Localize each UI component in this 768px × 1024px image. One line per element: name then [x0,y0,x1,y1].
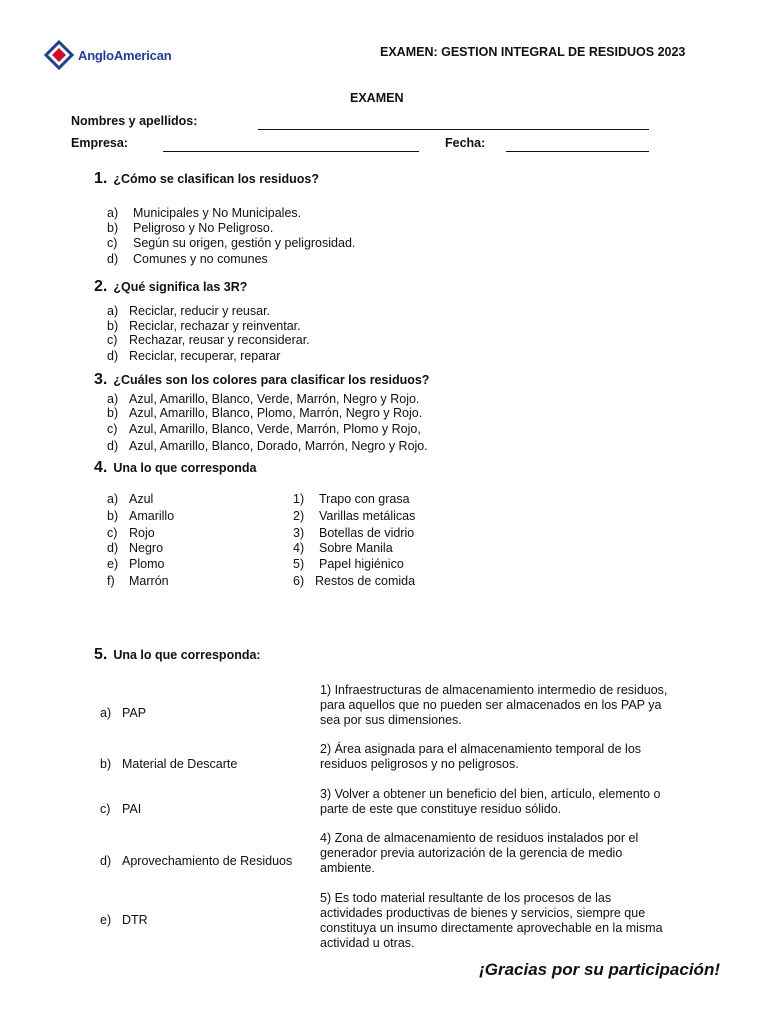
option-item: b) Peligroso y No Peligroso. [107,221,274,235]
match-right-item: 6) Restos de comida [293,574,416,588]
match-right-item: 5) Papel higiénico [293,557,404,571]
anglo-american-logo-icon [44,40,74,70]
option-item: d) Reciclar, recuperar, reparar [107,349,281,363]
match-right-item: 1) Trapo con grasa [293,492,410,506]
question-number: 1. [94,170,108,187]
match-left-item: c) PAI [100,802,142,816]
match-right-item: 2) Varillas metálicas [293,509,416,523]
question-number: 5. [94,646,108,663]
document-header-title: EXAMEN: GESTION INTEGRAL DE RESIDUOS 2023 [380,45,686,59]
question-2 [94,278,247,296]
question-number: 4. [94,459,108,476]
option-item: a) Municipales y No Municipales. [107,206,302,220]
question-text: ¿Cómo se clasifican los residuos? [113,172,319,186]
question-3 [94,371,429,389]
exam-title: EXAMEN [350,91,404,105]
match-left-item: d) Aprovechamiento de Residuos [100,854,293,868]
option-item: b) Reciclar, rechazar y reinventar. [107,319,301,333]
option-item: c) Según su origen, gestión y peligrosidad. [107,236,356,250]
match-right-item: 3) Botellas de vidrio [293,526,415,540]
question-5 [94,646,261,664]
option-item: c) Rechazar, reusar y reconsiderar. [107,333,310,347]
match-left-item: e) Plomo [107,557,165,571]
option-item: a) Reciclar, reducir y reusar. [107,304,271,318]
question-text: Una lo que corresponda: [113,648,261,662]
question-text: ¿Qué significa las 3R? [113,280,248,294]
question-number: 3. [94,371,108,388]
option-item: c) Azul, Amarillo, Blanco, Verde, Marrón, Plomo y Rojo, [107,422,421,436]
option-item: d) Azul, Amarillo, Blanco, Dorado, Marrón, Negro y Rojo. [107,439,428,453]
question-text: ¿Cuáles son los colores para clasificar los residuos? [113,373,430,387]
option-item: a) Azul, Amarillo, Blanco, Verde, Marrón, Negro y Rojo. [107,392,420,406]
thank-you-message: ¡Gracias por su participación! [479,960,720,979]
match-left-item: e) DTR [100,913,148,927]
match-left-item: d) Negro [107,541,164,555]
match-left-item: c) Rojo [107,526,155,540]
definition-3: 3) Volver a obtener un beneficio del bien, artículo, elemento o parte de este que constituye residuo sólido. [320,787,661,816]
company-logo [44,40,171,70]
logo-name: AngloAmerican [78,47,172,63]
question-1 [94,170,319,188]
match-left-item: b) Amarillo [107,509,175,523]
question-4 [94,459,256,477]
definition-5: 5) Es todo material resultante de los procesos de las actividades productivas de bienes y servicios, siempre que constituya un insumo directamente aprovechable en la misma actividad u otras. [320,891,663,950]
match-right-item: 4) Sobre Manila [293,541,393,555]
option-item: b) Azul, Amarillo, Blanco, Plomo, Marrón, Negro y Rojo. [107,406,423,420]
company-line[interactable] [163,151,419,152]
definition-2: 2) Área asignada para el almacenamiento temporal de los residuos peligrosos y no peligrosos. [320,742,642,771]
company-label: Empresa: [71,136,128,150]
definition-4: 4) Zona de almacenamiento de residuos instalados por el generador previa autorización de la gerencia de medio ambiente. [320,831,639,875]
date-label: Fecha: [445,136,486,150]
names-line[interactable] [258,129,649,130]
match-left-item: a) Azul [107,492,154,506]
question-text: Una lo que corresponda [113,461,257,475]
match-left-item: f) Marrón [107,574,169,588]
names-label: Nombres y apellidos: [71,114,198,128]
question-number: 2. [94,278,108,295]
option-item: d) Comunes y no comunes [107,252,268,266]
match-left-item: b) Material de Descarte [100,757,238,771]
match-left-item: a) PAP [100,706,147,720]
definition-1: 1) Infraestructuras de almacenamiento intermedio de residuos, para aquellos que no pueden ser almacenados en los PAP ya sea por sus dimensiones. [320,683,668,727]
date-line[interactable] [506,151,649,152]
